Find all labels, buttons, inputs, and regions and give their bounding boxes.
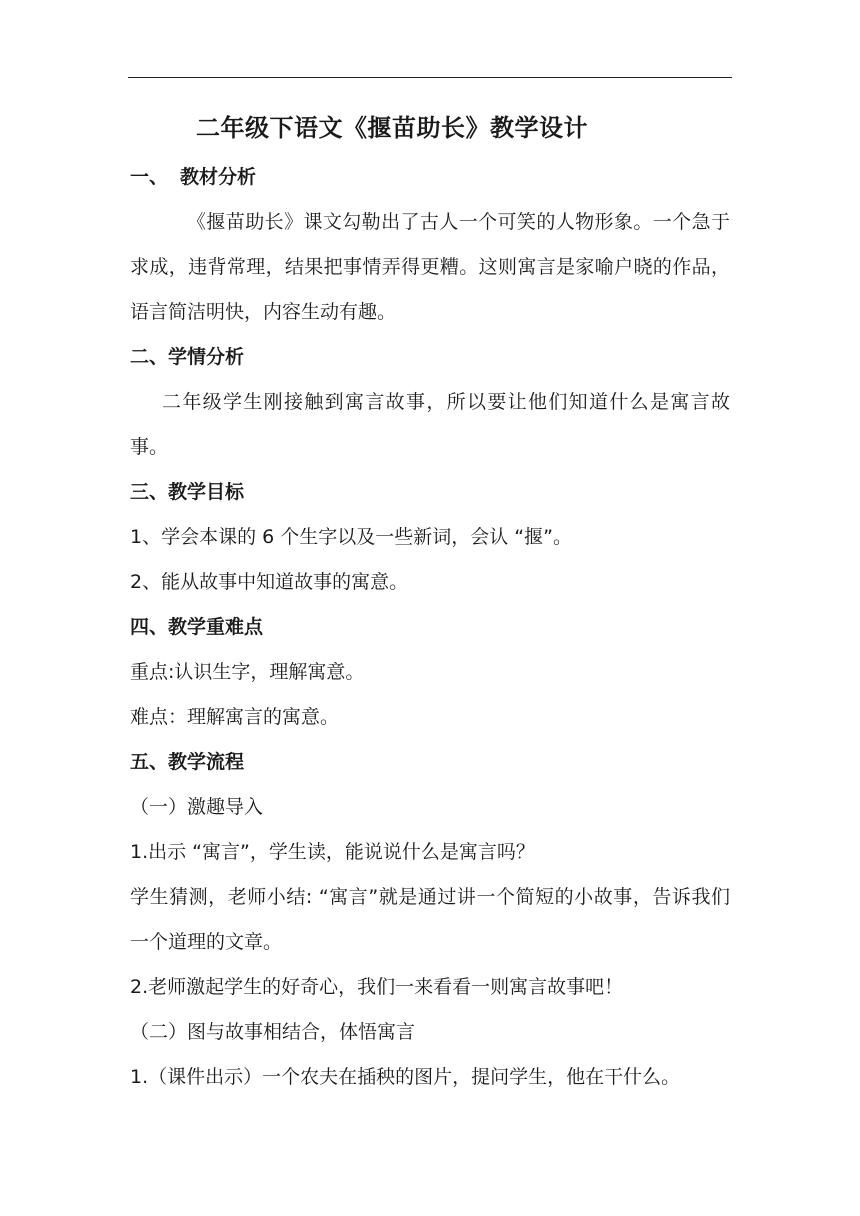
flow-line-1: （一）激趣导入 [130, 796, 264, 818]
section-heading-2: 二、学情分析 [130, 346, 245, 368]
key-point-line: 重点:认识生字，理解寓意。 [130, 661, 365, 683]
difficulty-line: 难点：理解寓言的寓意。 [130, 706, 340, 728]
objective-line-1: 1、学会本课的 6 个生字以及一些新词，会认 “揠”。 [130, 526, 572, 548]
section-paragraph-1: 《揠苗助长》课文勾勒出了古人一个可笑的人物形象。一个急于求成，违背常理，结果把事情弄得更糟。这则寓言是家喻户晓的作品，语言简洁明快，内容生动有趣。 [130, 211, 730, 323]
section-heading-text-1: 教材分析 [180, 166, 257, 188]
document-body [130, 108, 730, 1100]
section-heading-1 [130, 155, 730, 200]
flow-line-5: 1.（课件出示）一个农夫在插秧的图片，提问学生，他在干什么。 [130, 1066, 681, 1088]
section-heading-3: 三、教学目标 [130, 481, 245, 503]
header-rule [128, 77, 732, 78]
flow-line-3: 2.老师激起学生的好奇心，我们一来看看一则寓言故事吧！ [130, 976, 624, 998]
flow-line-4: （二）图与故事相结合，体悟寓言 [130, 1021, 416, 1043]
section-heading-4: 四、教学重难点 [130, 616, 264, 638]
section-paragraph-2: 二年级学生刚接触到寓言故事，所以要让他们知道什么是寓言故事。 [130, 391, 730, 458]
document-title: 二年级下语文《揠苗助长》教学设计 [196, 114, 588, 142]
section-heading-5: 五、教学流程 [130, 751, 245, 773]
objective-line-2: 2、能从故事中知道故事的寓意。 [130, 571, 409, 593]
section-number-1: 一、 [130, 166, 169, 188]
flow-line-2: 1.出示 “寓言”，学生读，能说说什么是寓言吗？ [130, 841, 535, 863]
flow-paragraph: 学生猜测，老师小结: “寓言”就是通过讲一个简短的小故事，告诉我们一个道理的文章。 [130, 886, 730, 953]
